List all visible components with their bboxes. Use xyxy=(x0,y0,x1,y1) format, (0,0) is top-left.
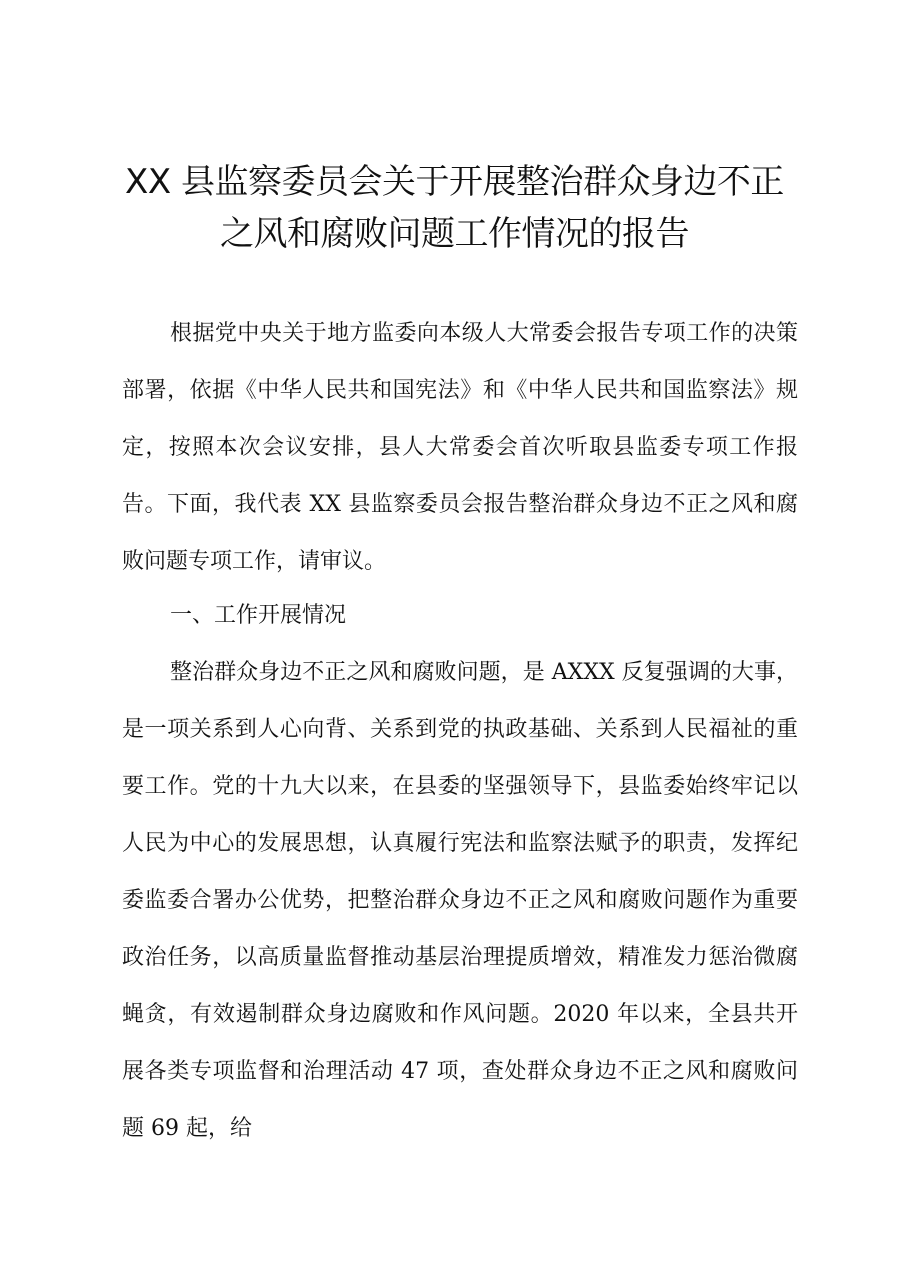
section-heading: 一、工作开展情况 xyxy=(170,603,347,628)
paragraph-intro: 根据党中央关于地方监委向本级人大常委会报告专项工作的决策部署，依据《中华人民共和国宪法》和《中华人民共和国监察法》规定，按照本次会议安排，县人大常委会首次听取县监委专项工作报告。下面，我代表 XX 县监察委员会报告整治群众身边不正之风和腐败问题专项工作，请审议。 xyxy=(122,321,798,574)
title-line-2: 之风和腐败问题工作情况的报告 xyxy=(220,214,689,254)
document-title xyxy=(100,156,809,260)
title-line-1: XX 县监察委员会关于开展整治群众身边不正 xyxy=(125,162,784,202)
paragraph-work-status: 整治群众身边不正之风和腐败问题，是 AXXX 反复强调的大事，是一项关系到人心向背、关系到党的执政基础、关系到人民福祉的重要工作。党的十九大以来，在县委的坚强领导下，县监委始终牢记以人民为中心的发展思想，认真履行宪法和监察法赋予的职责，发挥纪委监委合署办公优势，把整治群众身边不正之风和腐败问题作为重要政治任务，以高质量监督推动基层治理提质增效，精准发力惩治微腐蝇贪，有效遏制群众身边腐败和作风问题。2020 年以来，全县共开展各类专项监督和治理活动 47 项，查处群众身边不正之风和腐败问题 69 起，给 xyxy=(122,660,798,1141)
